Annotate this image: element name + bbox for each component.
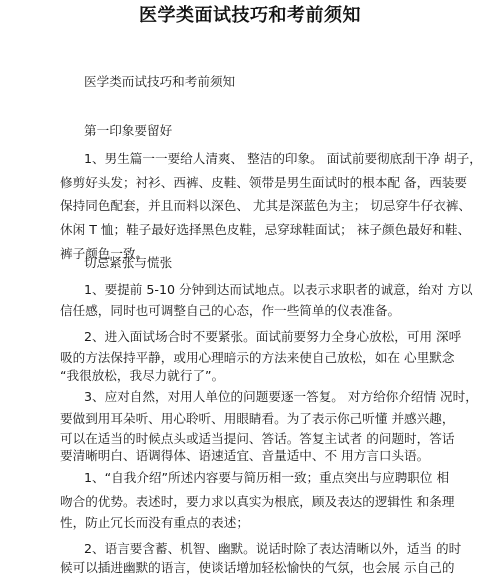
paragraph-line: 2、语言要含蓄、机智、幽默。说话时除了表达清晰以外，适当 的时 [84,541,462,556]
paragraph-line: “我很放松，我尽力就行了”。 [60,368,225,383]
document-title: 医学类面试技巧和考前须知 [139,5,361,26]
paragraph-line: 1、男生篇一一要给人清爽、 整洁的印象。 面试前要彻底刮干净 胡子， [84,151,482,166]
document-subtitle: 医学类而试技巧和考前须知 [84,74,236,89]
paragraph-line: 可以在适当的时候点头或适当提问、答话。答复主试者 的问题时，答话 [60,431,455,446]
paragraph-line: 要清晰明白、语调得体、语速适宜、音量适中、不 用方言口头语。 [60,448,430,463]
section-heading-first-impression: 第一印象要留好 [84,123,173,138]
paragraph-line: 1、要提前 5-10 分钟到达而试地点。以表示求职者的诚意，绐对 方以 [84,282,473,297]
paragraph-line: 裤子颜色一致。 [60,246,149,261]
paragraph-line: 保持同色配套，并且而料以深色、 尤其是深蓝色为主； 切忌穿牛仔衣裤、 [60,198,472,213]
paragraph-line: 1、“自我介绍”所述内容要与简历相一致；重点突出与应聘职位 相 [84,470,450,485]
paragraph-line: 修剪好头发；衬衫、西裤、皮鞋、领带是男生面试时的根本配 备，西装要 [60,175,468,190]
paragraph-line: 要做到用耳朵听、用心聆听、用眼睛看。为了表示你己听懂 并感兴趣， [60,411,455,426]
paragraph-line: 休闲 T 恤；鞋子最好选择黑色皮鞋，忌穿球鞋面试； 袜子颜色最好和鞋、 [60,222,471,237]
paragraph-line: 候可以插进幽默的语言，使谈话增加轻松愉快的气氛，也会展 示自己的 [60,560,455,575]
section-heading-avoid-nervousness: 切忌紧张与慌张 [84,255,173,270]
paragraph-line: 吸的方法保持平静，或用心理暗示的方法来使自己放松，如在 心里默念 [60,350,455,365]
paragraph-line: 吻合的优势。表述时，要力求以真实为根底，顾及表达的逻辑性 和条理 [60,494,455,509]
paragraph-line: 性，防止冗长而没有重点的表述； [60,515,249,530]
paragraph-line: 2、进入面试场合时不要紧张。面试前要努力全身心放松，可用 深呼 [84,329,462,344]
paragraph-line: 信任感，同时也可调整自己的心态，作一些简单的仪表准备。 [60,303,401,318]
paragraph-line: 3、应对自然，对用人单位的问题要逐一答复。 对方给你介绍情 况时， [84,389,478,404]
